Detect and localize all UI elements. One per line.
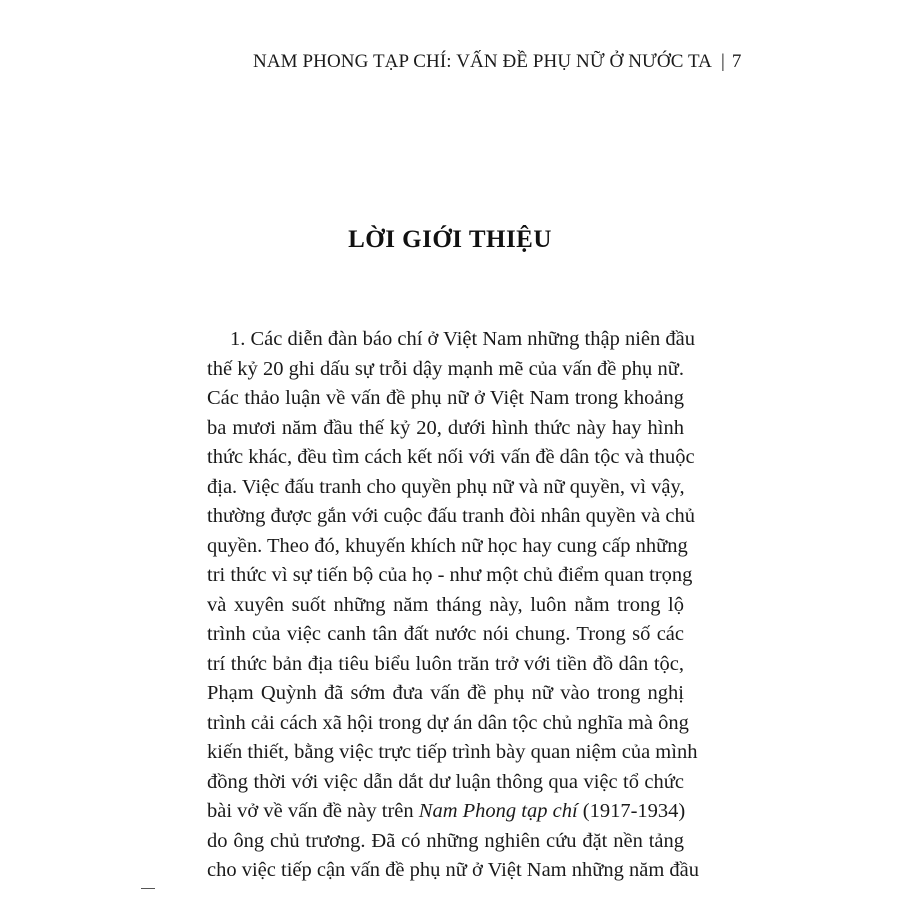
body-line: trình cải cách xã hội trong dự án dân tộc chủ nghĩa mà ông	[207, 711, 689, 734]
body-line: thức khác, đều tìm cách kết nối với vấn đề dân tộc và thuộc	[207, 446, 695, 468]
body-line: do ông chủ trương. Đã có những nghiên cứu đặt nền tảng	[207, 829, 684, 852]
page-number: 7	[731, 51, 742, 72]
publication-title-italic: Nam Phong tạp chí	[418, 800, 578, 822]
body-line: trí thức bản địa tiêu biểu luôn trăn trở với tiền đồ dân tộc,	[207, 652, 684, 675]
body-line: quyền. Theo đó, khuyến khích nữ học hay cung cấp những	[207, 534, 688, 557]
body-line: và xuyên suốt những năm tháng này, luôn nằm trong lộ	[207, 593, 684, 616]
body-text-segment: bài vở về vấn đề này trên	[207, 800, 414, 822]
publication-years: (1917-1934)	[582, 800, 686, 822]
body-text	[207, 325, 699, 886]
body-line: thế kỷ 20 ghi dấu sự trỗi dậy mạnh mẽ của vấn đề phụ nữ.	[207, 357, 684, 380]
running-title: NAM PHONG TẠP CHÍ: VẤN ĐỀ PHỤ NỮ Ở NƯỚC TA	[253, 51, 712, 72]
body-line: địa. Việc đấu tranh cho quyền phụ nữ và nữ quyền, vì vậy,	[207, 475, 685, 498]
chapter-title: LỜI GIỚI THIỆU	[348, 226, 552, 253]
body-line: Phạm Quỳnh đã sớm đưa vấn đề phụ nữ vào trong nghị	[207, 682, 684, 704]
header-separator: |	[721, 51, 725, 72]
body-line: 1. Các diễn đàn báo chí ở Việt Nam những thập niên đầu	[230, 328, 695, 350]
body-line: tri thức vì sự tiến bộ của họ - như một chủ điểm quan trọng	[207, 564, 693, 586]
scan-mark	[141, 888, 155, 889]
body-line: trình của việc canh tân đất nước nói chung. Trong số các	[207, 623, 684, 645]
body-line-with-italic	[207, 797, 684, 827]
body-line: Các thảo luận về vấn đề phụ nữ ở Việt Nam trong khoảng	[207, 387, 684, 409]
running-head	[253, 51, 742, 73]
body-line: thường được gắn với cuộc đấu tranh đòi nhân quyền và chủ	[207, 505, 695, 527]
body-line: cho việc tiếp cận vấn đề phụ nữ ở Việt Nam những năm đầu	[207, 859, 699, 881]
body-line: ba mươi năm đầu thế kỷ 20, dưới hình thức này hay hình	[207, 416, 684, 439]
body-line: đồng thời với việc dẫn dắt dư luận thông qua việc tổ chức	[207, 770, 684, 793]
body-line: kiến thiết, bằng việc trực tiếp trình bày quan niệm của mình	[207, 741, 698, 763]
